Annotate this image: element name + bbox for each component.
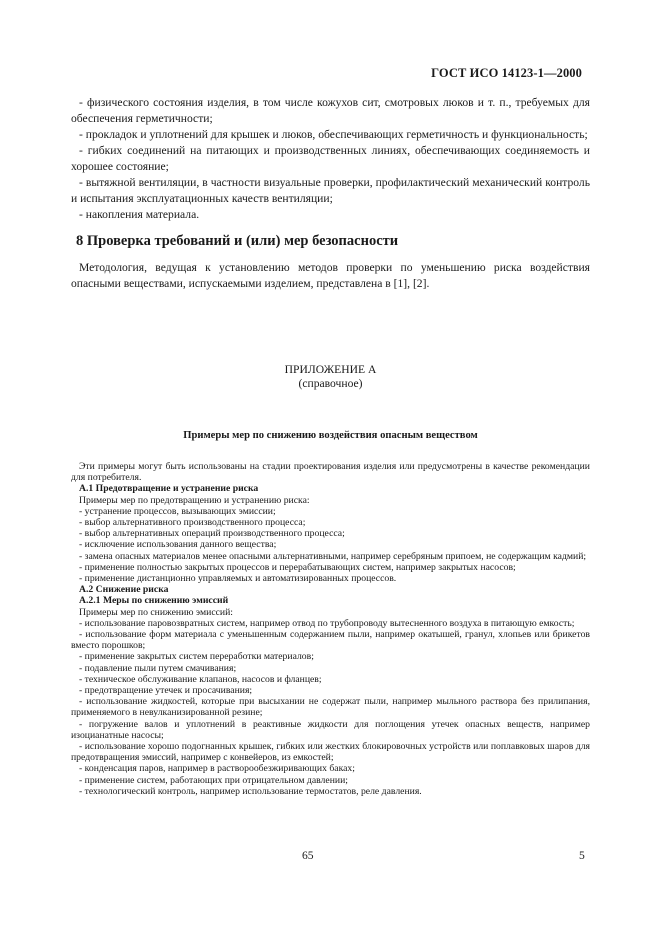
list-item: - устранение процессов, вызывающих эмиссии; (79, 505, 276, 517)
list-item: - исключение использования данного вещества; (79, 539, 277, 551)
page-number-right: 5 (579, 849, 585, 862)
list-item: - техническое обслуживание клапанов, насосов и фланцев; (79, 673, 322, 685)
list-item: - использование хорошо подогнанных крышек, гибких или жестких блокировочных устройств или поплавковых шаров для предотвращения эмиссий, например с конвейеров, из емкостей; (71, 741, 590, 764)
list-item: - погружение валов и уплотнений в реактивные жидкости для поглощения утечек опасных веществ, например изоцианатные насосы; (71, 718, 590, 741)
list-item: - выбор альтернативного производственного процесса; (79, 517, 306, 529)
list-item: - использование паровозвратных систем, например отвод по трубопроводу вытесненного воздуха в питающую емкость; (79, 617, 575, 629)
appendix-intro: Эти примеры могут быть использованы на стадии проектирования изделия или предусмотрены в качестве рекомендации для потребителя. (71, 461, 590, 484)
a1-intro: Примеры мер по предотвращению и устранению риска: (79, 494, 310, 506)
list-item: - применение систем, работающих при отрицательном давлении; (79, 774, 348, 786)
appendix-note: (справочное) (298, 377, 363, 390)
list-item: - накопления материала. (79, 208, 200, 221)
list-item: - применение закрытых систем переработки материалов; (79, 651, 314, 663)
list-item: - прокладок и уплотнений для крышек и люков, обеспечивающих герметичность и функциональность; (79, 128, 588, 141)
list-item: - использование жидкостей, которые при высыхании не содержат пыли, например мыльного раствора без прилипания, применяемого в невулканизированной резине; (71, 696, 590, 719)
appendix-body (71, 461, 590, 797)
list-item: - предотвращение утечек и просачивания; (79, 685, 253, 697)
list-item: - физического состояния изделия, в том числе кожухов сит, смотровых люков и т. п., требуемых для обеспечения герметичности; (71, 96, 590, 125)
section-8-heading: 8 Проверка требований и (или) мер безопасности (76, 233, 399, 249)
top-list (71, 95, 590, 223)
a1-heading: А.1 Предотвращение и устранение риска (79, 483, 259, 495)
list-item: - применение дистанционно управляемых и автоматизированных процессов. (79, 573, 397, 585)
list-item: - применение полностью закрытых процессов и перерабатывающих систем, например закрытых насосов; (79, 561, 516, 573)
a21-intro: Примеры мер по снижению эмиссий: (79, 606, 233, 618)
list-item: - технологический контроль, например использование термостатов, реле давления. (79, 785, 422, 797)
list-item: - гибких соединений на питающих и производственных линиях, обеспечивающих соединяемость и хорошее состояние; (71, 144, 590, 173)
a21-heading: А.2.1 Меры по снижению эмиссий (79, 595, 229, 607)
appendix-label: ПРИЛОЖЕНИЕ А (284, 363, 377, 376)
section-8-paragraph: Методология, ведущая к установлению методов проверки по уменьшению риска воздействия опасными веществами, испускаемыми изделием, представлена в [1], [2]. (71, 261, 590, 290)
list-item: - замена опасных материалов менее опасными альтернативными, например серебряным припоем, не содержащим кадмий; (79, 550, 587, 562)
list-item: - использование форм материала с уменьшенным содержанием пыли, например окатышей, гранул, хлопьев или брикетов вместо порошков; (71, 629, 590, 652)
list-item: - конденсация паров, например в растворообезжиривающих баках; (79, 763, 355, 775)
page-number-center: 65 (302, 849, 314, 862)
list-item: - выбор альтернативных операций производственного процесса; (79, 528, 345, 540)
list-item: - подавление пыли путем смачивания; (79, 662, 237, 674)
document-header: ГОСТ ИСО 14123-1—2000 (431, 66, 582, 80)
section-8-text (71, 260, 590, 291)
appendix-title: Примеры мер по снижению воздействия опасным веществом (183, 430, 478, 441)
a2-heading: А.2 Снижение риска (79, 584, 169, 596)
list-item: - вытяжной вентиляции, в частности визуальные проверки, профилактический механический контроль и испытания эксплуатационных качеств вентиляции; (71, 176, 590, 205)
